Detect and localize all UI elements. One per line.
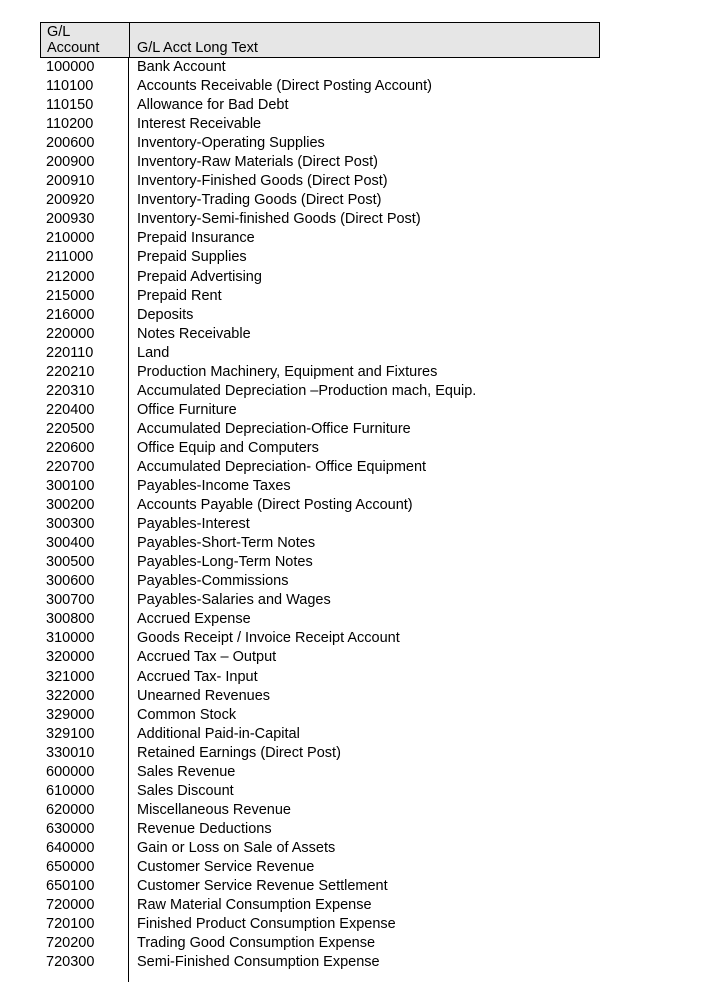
table-header: [40, 22, 600, 58]
gl-account-long-text: Payables-Income Taxes: [137, 478, 291, 495]
gl-account-long-text: Inventory-Raw Materials (Direct Post): [137, 154, 378, 171]
gl-account-long-text: Deposits: [137, 306, 194, 323]
gl-account-long-text: Customer Service Revenue Settlement: [137, 878, 388, 895]
gl-account-number: 100000: [46, 59, 95, 75]
table-row: [40, 287, 600, 306]
table-row: [40, 401, 600, 420]
gl-account-number: 300800: [46, 611, 95, 628]
table-row: [40, 553, 600, 572]
gl-account-long-text: Gain or Loss on Sale of Assets: [137, 839, 336, 856]
gl-account-number: 200920: [46, 192, 95, 209]
table-row: [40, 210, 600, 229]
table-body: [40, 58, 600, 972]
gl-account-long-text: Accrued Expense: [137, 611, 251, 628]
gl-account-long-text: Retained Earnings (Direct Post): [137, 744, 341, 761]
gl-account-long-text: Accrued Tax- Input: [137, 668, 258, 685]
gl-account-number: 200600: [46, 135, 95, 152]
gl-account-number: 110150: [46, 97, 94, 114]
table-row: [40, 763, 600, 782]
gl-account-number: 620000: [46, 801, 95, 818]
gl-account-long-text: Prepaid Advertising: [137, 268, 262, 285]
table-row: [40, 153, 600, 172]
table-row: [40, 896, 600, 915]
gl-account-number: 220310: [46, 382, 95, 399]
gl-account-number: 220000: [46, 325, 95, 342]
table-row: [40, 782, 600, 801]
table-row: [40, 439, 600, 458]
table-row: [40, 744, 600, 763]
table-row: [40, 268, 600, 287]
gl-account-long-text: Inventory-Trading Goods (Direct Post): [137, 192, 382, 209]
gl-account-long-text: Accumulated Depreciation- Office Equipment: [137, 458, 427, 475]
table-row: [40, 306, 600, 325]
gl-account-number: 720300: [46, 954, 95, 971]
table-row: [40, 572, 600, 591]
gl-account-number: 300400: [46, 535, 95, 552]
gl-account-number: 329100: [46, 725, 95, 742]
gl-account-number: 216000: [46, 306, 95, 323]
gl-account-long-text: Payables-Salaries and Wages: [137, 592, 331, 609]
gl-account-number: 630000: [46, 820, 95, 837]
gl-account-long-text: Trading Good Consumption Expense: [137, 935, 376, 952]
gl-account-number: 200910: [46, 173, 95, 190]
header-account: G/L Account: [47, 24, 100, 56]
gl-account-number: 310000: [46, 630, 95, 647]
gl-account-number: 300100: [46, 478, 95, 495]
gl-account-long-text: Allowance for Bad Debt: [137, 97, 289, 114]
table-row: [40, 591, 600, 610]
gl-account-number: 650100: [46, 878, 95, 895]
gl-account-long-text: Prepaid Supplies: [137, 249, 247, 266]
table-row: [40, 648, 600, 667]
table-row: [40, 496, 600, 515]
gl-account-long-text: Sales Discount: [137, 782, 234, 799]
gl-account-number: 300700: [46, 592, 95, 609]
gl-account-number: 600000: [46, 763, 95, 780]
table-row: [40, 96, 600, 115]
gl-account-long-text: Finished Product Consumption Expense: [137, 916, 396, 933]
gl-account-long-text: Unearned Revenues: [137, 687, 271, 704]
table-row: [40, 134, 600, 153]
gl-account-long-text: Land: [137, 344, 170, 361]
gl-account-long-text: Customer Service Revenue: [137, 858, 315, 875]
gl-account-long-text: Payables-Long-Term Notes: [137, 554, 313, 571]
gl-account-number: 210000: [46, 230, 95, 247]
gl-account-number: 300300: [46, 516, 95, 533]
gl-account-long-text: Interest Receivable: [137, 116, 262, 133]
table-row: [40, 248, 600, 267]
table-row: [40, 363, 600, 382]
table-row: [40, 687, 600, 706]
table-row: [40, 325, 600, 344]
gl-account-long-text: Prepaid Rent: [137, 287, 222, 304]
gl-account-number: 220400: [46, 401, 95, 418]
table-row: [40, 934, 600, 953]
gl-account-long-text: Inventory-Operating Supplies: [137, 135, 325, 152]
table-row: [40, 115, 600, 134]
table-row: [40, 191, 600, 210]
gl-account-table: [40, 22, 600, 971]
gl-account-long-text: Additional Paid-in-Capital: [137, 725, 300, 742]
gl-account-number: 650000: [46, 858, 95, 875]
gl-account-number: 110100: [46, 78, 94, 95]
gl-account-number: 610000: [46, 782, 95, 799]
gl-account-number: 300200: [46, 497, 95, 514]
gl-account-number: 220700: [46, 458, 95, 475]
gl-account-number: 211000: [46, 249, 94, 266]
table-row: [40, 953, 600, 972]
gl-account-number: 321000: [46, 668, 95, 685]
table-row: [40, 839, 600, 858]
gl-account-number: 215000: [46, 287, 95, 304]
gl-account-number: 220500: [46, 420, 95, 437]
gl-account-number: 640000: [46, 839, 95, 856]
gl-account-number: 110200: [46, 116, 94, 133]
table-row: [40, 229, 600, 248]
gl-account-long-text: Common Stock: [137, 706, 237, 723]
gl-account-long-text: Prepaid Insurance: [137, 230, 255, 247]
gl-account-number: 220110: [46, 344, 94, 361]
table-row: [40, 515, 600, 534]
gl-account-long-text: Accounts Payable (Direct Posting Account): [137, 497, 413, 514]
table-row: [40, 477, 600, 496]
gl-account-number: 300600: [46, 573, 95, 590]
gl-account-long-text: Payables-Short-Term Notes: [137, 535, 316, 552]
table-row: [40, 725, 600, 744]
header-divider: [129, 23, 130, 57]
table-row: [40, 172, 600, 191]
gl-account-number: 212000: [46, 268, 95, 285]
gl-account-number: 220600: [46, 439, 95, 456]
gl-account-long-text: Notes Receivable: [137, 325, 251, 342]
gl-account-long-text: Accumulated Depreciation-Office Furniture: [137, 420, 411, 437]
gl-account-long-text: Goods Receipt / Invoice Receipt Account: [137, 630, 400, 647]
table-row: [40, 820, 600, 839]
table-row: [40, 668, 600, 687]
gl-account-long-text: Bank Account: [137, 59, 226, 75]
gl-account-number: 220210: [46, 363, 95, 380]
gl-account-long-text: Office Equip and Computers: [137, 439, 319, 456]
gl-account-number: 300500: [46, 554, 95, 571]
table-row: [40, 877, 600, 896]
table-row: [40, 344, 600, 363]
gl-account-long-text: Payables-Interest: [137, 516, 250, 533]
gl-account-number: 720200: [46, 935, 95, 952]
gl-account-number: 200930: [46, 211, 95, 228]
gl-account-long-text: Semi-Finished Consumption Expense: [137, 954, 380, 971]
gl-account-long-text: Miscellaneous Revenue: [137, 801, 291, 818]
gl-account-long-text: Inventory-Finished Goods (Direct Post): [137, 173, 388, 190]
gl-account-long-text: Production Machinery, Equipment and Fixtures: [137, 363, 438, 380]
gl-account-number: 320000: [46, 649, 95, 666]
gl-account-number: 720000: [46, 897, 95, 914]
gl-account-number: 322000: [46, 687, 95, 704]
gl-account-number: 720100: [46, 916, 95, 933]
table-row: [40, 458, 600, 477]
gl-account-long-text: Accrued Tax – Output: [137, 649, 277, 666]
gl-account-long-text: Office Furniture: [137, 401, 237, 418]
table-row: [40, 706, 600, 725]
table-row: [40, 629, 600, 648]
table-row: [40, 915, 600, 934]
header-long-text: G/L Acct Long Text: [137, 40, 258, 56]
gl-account-number: 329000: [46, 706, 95, 723]
table-row: [40, 534, 600, 553]
gl-account-number: 200900: [46, 154, 95, 171]
gl-account-number: 330010: [46, 744, 95, 761]
gl-account-long-text: Inventory-Semi-finished Goods (Direct Post): [137, 211, 421, 228]
gl-account-long-text: Revenue Deductions: [137, 820, 272, 837]
table-row: [40, 77, 600, 96]
table-row: [40, 801, 600, 820]
gl-account-long-text: Accumulated Depreciation –Production mach, Equip.: [137, 382, 477, 399]
gl-account-long-text: Accounts Receivable (Direct Posting Account): [137, 78, 432, 95]
gl-account-long-text: Payables-Commissions: [137, 573, 289, 590]
table-row: [40, 382, 600, 401]
gl-account-long-text: Raw Material Consumption Expense: [137, 897, 372, 914]
table-row: [40, 858, 600, 877]
table-row: [40, 58, 600, 77]
table-row: [40, 610, 600, 629]
gl-account-long-text: Sales Revenue: [137, 763, 236, 780]
table-row: [40, 420, 600, 439]
